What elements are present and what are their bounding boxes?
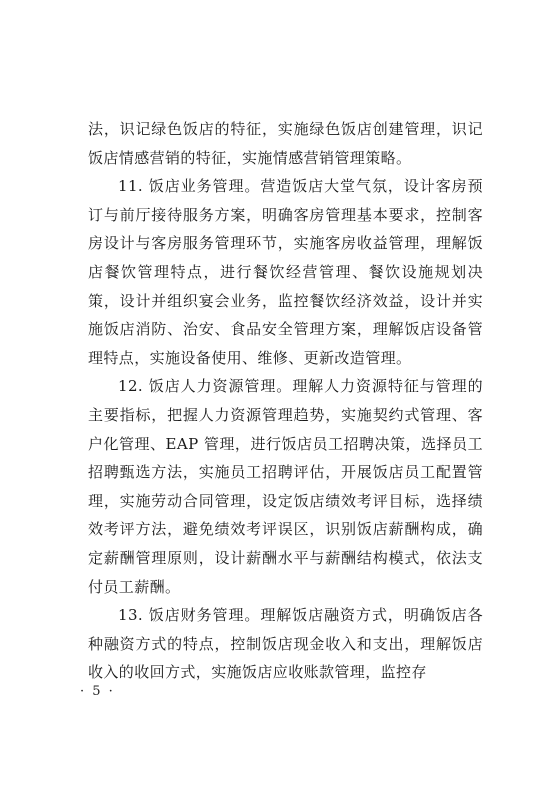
document-body bbox=[88, 115, 483, 687]
paragraph-11-hotel-business-management: 11. 饭店业务管理。营造饭店大堂气氛，设计客房预订与前厅接待服务方案，明确客房管理基本要求，控制客房设计与客房服务管理环节，实施客房收益管理，理解饭店餐饮管理特点，进行餐饮经营管理、餐饮设施规划决策，设计并组织宴会业务，监控餐饮经济效益，设计并实施饭店消防、治安、食品安全管理方案，理解饭店设备管理特点，实施设备使用、维修、更新改造管理。 bbox=[88, 177, 483, 367]
paragraph-continuation: 法，识记绿色饭店的特征，实施绿色饭店创建管理，识记饭店情感营销的特征，实施情感营销管理策略。 bbox=[88, 120, 483, 167]
page-number: · 5 · bbox=[80, 684, 115, 699]
paragraph-13-hotel-financial-management: 13. 饭店财务管理。理解饭店融资方式，明确饭店各种融资方式的特点，控制饭店现金收入和支出，理解饭店收入的收回方式，实施饭店应收账款管理，监控存 bbox=[88, 606, 483, 682]
paragraph-12-hotel-hr-management: 12. 饭店人力资源管理。理解人力资源特征与管理的主要指标，把握人力资源管理趋势，实施契约式管理、客户化管理、EAP 管理，进行饭店员工招聘决策，选择员工招聘甄选方法，实施员工招聘评估，开展饭店员工配置管理，实施劳动合同管理，设定饭店绩效考评目标，选择绩效考评方法，避免绩效考评误区，识别饭店薪酬构成，确定薪酬管理原则，设计薪酬水平与薪酬结构模式，依法支付员工薪酬。 bbox=[88, 377, 483, 596]
